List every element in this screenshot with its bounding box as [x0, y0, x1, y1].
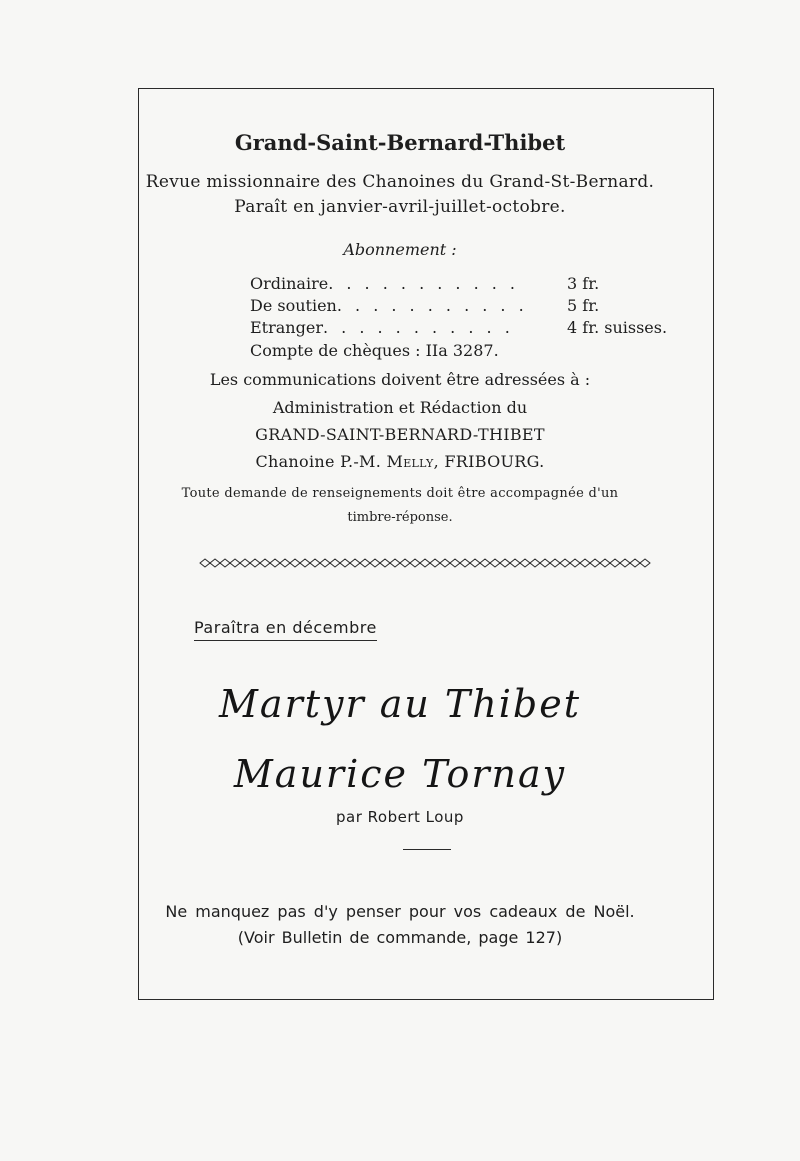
rate-dots: . . . . . . . . . . . [328, 274, 520, 293]
rate-price: 4 fr. suisses. [567, 318, 668, 337]
compte-cheques: Compte de chèques : IIa 3287. [250, 341, 499, 360]
rate-row [250, 296, 600, 315]
toute-demande-text: Toute demande de renseignements doit être accompagnée d'un [181, 486, 619, 501]
rate-row [250, 318, 668, 337]
ne-manquez-text: Ne manquez pas d'y penser pour vos cadeaux de Noël. [165, 902, 635, 921]
book-subject: Maurice Tornay [233, 752, 567, 796]
rate-label: Etranger [250, 318, 323, 337]
rate-price: 3 fr. [567, 274, 600, 293]
paraitra-heading: Paraîtra en décembre [194, 618, 377, 641]
chanoine-name: Melly [386, 452, 434, 471]
book-title: Martyr au Thibet [219, 682, 581, 726]
author-line: par Robert Loup [336, 808, 464, 826]
subtitle-line-1: Revue missionnaire des Chanoines du Grand-St-Bernard. [145, 172, 655, 192]
page-title: Grand-Saint-Bernard-Thibet [234, 130, 566, 155]
rate-price: 5 fr. [567, 296, 600, 315]
timbre-reponse-text: timbre-réponse. [347, 510, 453, 525]
chanoine-address [0, 452, 800, 471]
communications-text: Les communications doivent être adressées à : [209, 370, 591, 389]
rate-label: Ordinaire [250, 274, 329, 293]
ornament-divider [198, 556, 658, 570]
rate-label: De soutien [250, 296, 337, 315]
voir-bulletin-text: (Voir Bulletin de commande, page 127) [237, 928, 563, 947]
short-rule [403, 849, 451, 850]
page-frame [138, 88, 714, 1000]
chanoine-suffix: , FRIBOURG. [433, 452, 545, 471]
abonnement-heading: Abonnement : [343, 240, 457, 259]
revue-name-caps: GRAND-SAINT-BERNARD-THIBET [255, 425, 545, 444]
subtitle-line-2: Paraît en janvier-avril-juillet-octobre. [234, 197, 566, 217]
rate-dots: . . . . . . . . . . . [322, 318, 514, 337]
administration-text: Administration et Rédaction du [272, 398, 528, 417]
rate-row [250, 274, 600, 293]
chanoine-prefix: Chanoine P.-M. [255, 452, 382, 471]
rate-dots: . . . . . . . . . . . [336, 296, 528, 315]
